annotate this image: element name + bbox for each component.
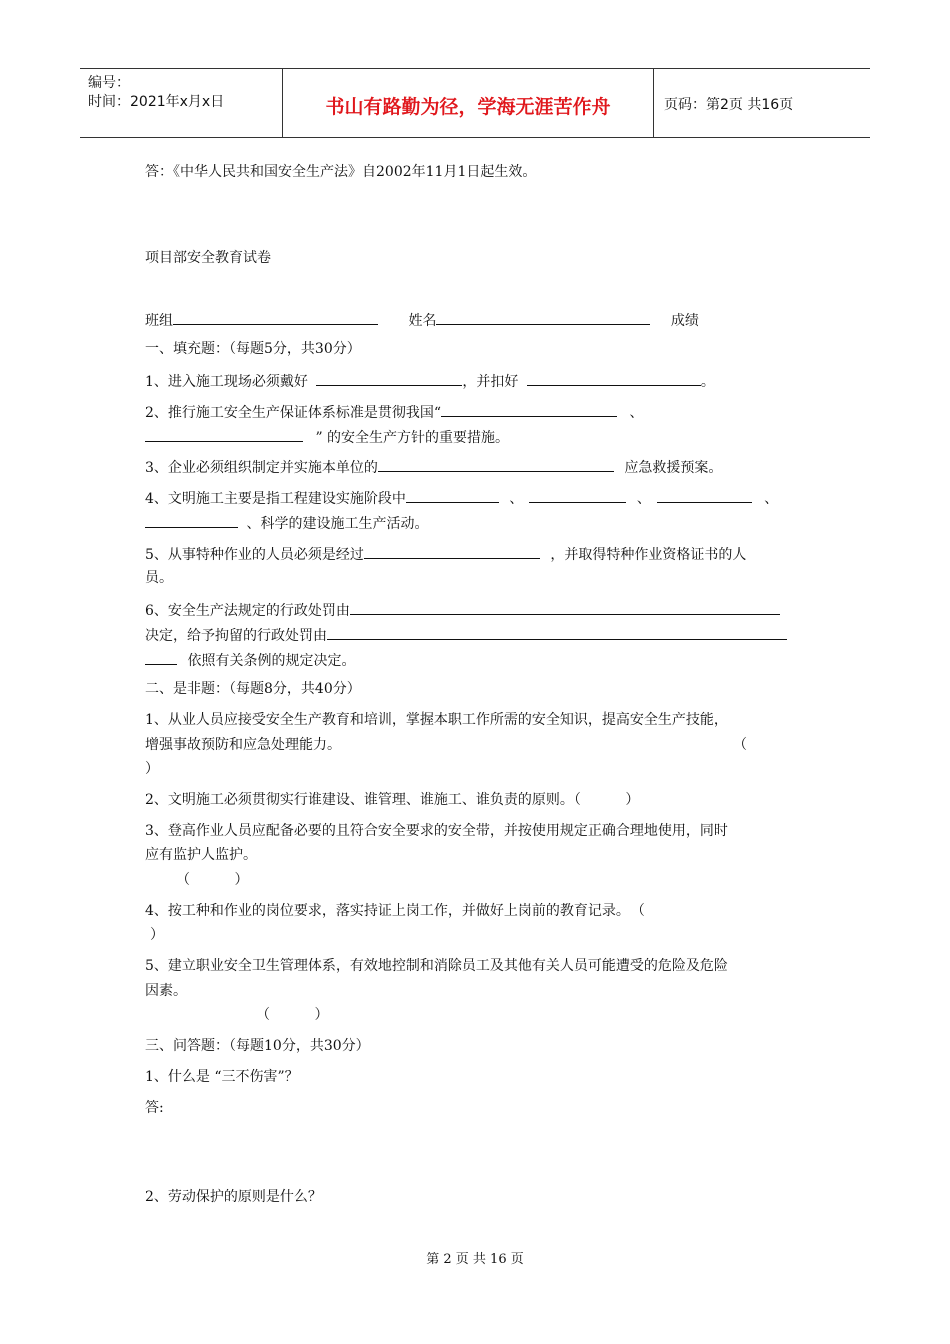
s1-question-6-line-2 <box>145 625 787 645</box>
s2-q4-paren-open: （ <box>637 903 645 919</box>
s1-q2-blank-1[interactable] <box>441 402 617 417</box>
section2-title: 二、是非题：（每题8分，共40分） <box>145 681 361 697</box>
document-time-label: 时间：2021年x月x日 <box>88 94 225 110</box>
s2-q4-paren-close: ） <box>150 927 164 943</box>
s2-question-3-line-2: 应有监护人监护。 <box>145 847 257 863</box>
s1-q5-text-a: 5、从事特种作业的人员必须是经过 <box>145 547 364 563</box>
score-label: 成绩 <box>670 313 699 329</box>
page-number-label: 页码：第2页 共16页 <box>664 97 794 113</box>
s1-question-5-line-1 <box>145 544 746 564</box>
previous-answer: 答：《中华人民共和国安全生产法》自2002年11月1日起生效。 <box>145 164 537 180</box>
s1-question-2-line-2 <box>145 427 509 447</box>
s1-question-1 <box>145 371 715 391</box>
s2-q2-answer-paren[interactable]: （ ） <box>573 792 640 808</box>
s1-q2-text-a: 2、推行施工安全生产保证体系标准是贯彻我国“ <box>145 405 442 421</box>
s2-question-5-line-1: 5、建立职业安全卫生管理体系，有效地控制和消除员工及其他有关人员可能遭受的危险及危险 <box>145 958 728 974</box>
s1-q4-blank-2[interactable] <box>529 488 626 503</box>
s2-question-5-line-2: 因素。 <box>145 983 187 999</box>
s1-q4-blank-1[interactable] <box>406 488 499 503</box>
s2-q1-paren-open: （ <box>733 737 747 753</box>
s1-q6-blank-3[interactable] <box>145 650 177 665</box>
s1-question-3 <box>145 457 722 477</box>
s1-q2-text-b: 、 <box>629 405 644 421</box>
name-label: 姓名 <box>408 313 437 329</box>
s2-question-2 <box>145 791 639 809</box>
team-blank[interactable] <box>173 310 378 325</box>
s1-q1-text-a: 1、进入施工现场必须戴好 <box>145 374 308 390</box>
section1-title: 一、填充题：（每题5分，共30分） <box>145 341 361 357</box>
s1-q4-sep-3: 、 <box>764 491 779 507</box>
s1-q6-blank-1[interactable] <box>350 600 780 615</box>
s1-q5-text-b: ，并取得特种作业资格证书的人 <box>550 547 747 563</box>
s1-q1-blank-2[interactable] <box>527 371 701 386</box>
s1-q1-text-b: ，并扣好 <box>462 374 519 390</box>
s2-question-3-line-1: 3、登高作业人员应配备必要的且符合安全要求的安全带，并按使用规定正确合理地使用，同时 <box>145 823 728 839</box>
s1-q6-blank-2[interactable] <box>327 625 787 640</box>
s1-q5-blank[interactable] <box>364 544 540 559</box>
s1-q2-text-c: ” 的安全生产方针的重要措施。 <box>315 430 510 446</box>
s1-q3-text-b: 应急救援预案。 <box>624 460 723 476</box>
page-header <box>80 68 870 138</box>
s3-answer-label: 答: <box>145 1100 164 1116</box>
s1-q3-blank[interactable] <box>378 457 614 472</box>
page-footer: 第 2 页 共 16 页 <box>426 1252 524 1267</box>
s1-q6-text-a: 6、安全生产法规定的行政处罚由 <box>145 603 350 619</box>
s1-question-4-line-1 <box>145 488 778 508</box>
s1-question-4-line-2 <box>145 513 428 533</box>
document-number-label: 编号： <box>88 75 130 91</box>
s2-q5-answer-paren[interactable]: （ ） <box>256 1007 329 1023</box>
s1-q1-blank-1[interactable] <box>316 371 462 386</box>
s1-q1-text-c: 。 <box>700 374 715 390</box>
s1-q3-text-a: 3、企业必须组织制定并实施本单位的 <box>145 460 378 476</box>
motto: 书山有路勤为径，学海无涯苦作舟 <box>325 96 611 118</box>
section3-title: 三、问答题：（每题10分，共30分） <box>145 1038 370 1054</box>
s1-question-5-line-2: 员。 <box>145 570 173 586</box>
s1-q6-text-b: 决定，给予拘留的行政处罚由 <box>145 628 327 644</box>
s2-q2-text: 2、文明施工必须贯彻实行谁建设、谁管理、谁施工、谁负责的原则。 <box>145 792 574 808</box>
header-page-cell <box>654 69 870 137</box>
s2-q4-text: 4、按工种和作业的岗位要求，落实持证上岗工作，并做好上岗前的教育记录。 <box>145 903 630 919</box>
s3-question-1: 1、什么是 “三不伤害”？ <box>145 1069 299 1085</box>
s2-question-1-line-1: 1、从业人员应接受安全生产教育和培训，掌握本职工作所需的安全知识，提高安全生产技能， <box>145 712 728 728</box>
s1-q4-sep-1: 、 <box>509 491 524 507</box>
s1-q4-blank-4[interactable] <box>145 513 238 528</box>
s1-q6-text-c: 依照有关条例的规定决定。 <box>187 653 356 669</box>
team-label: 班组 <box>145 313 173 329</box>
s1-question-6-line-3 <box>145 650 355 670</box>
s2-q3-answer-paren[interactable]: （ ） <box>176 872 249 888</box>
s3-question-2: 2、劳动保护的原则是什么？ <box>145 1189 322 1205</box>
exam-title: 项目部安全教育试卷 <box>145 250 271 266</box>
s2-question-1-line-2: 增强事故预防和应急处理能力。 <box>145 737 341 753</box>
s1-question-2-line-1 <box>145 402 644 422</box>
s1-q4-text-e: 、科学的建设施工生产活动。 <box>246 516 429 532</box>
s2-question-4 <box>145 902 645 920</box>
s1-q4-text-a: 4、文明施工主要是指工程建设实施阶段中 <box>145 491 406 507</box>
s1-question-6-line-1 <box>145 600 780 620</box>
header-motto-cell <box>283 69 654 137</box>
s1-q4-sep-2: 、 <box>636 491 651 507</box>
exam-info-row <box>145 310 699 330</box>
header-meta-cell <box>80 69 283 137</box>
s1-q2-blank-2[interactable] <box>145 427 303 442</box>
s1-q4-blank-3[interactable] <box>657 488 752 503</box>
name-blank[interactable] <box>436 310 650 325</box>
s2-q1-paren-close: ） <box>145 761 159 777</box>
